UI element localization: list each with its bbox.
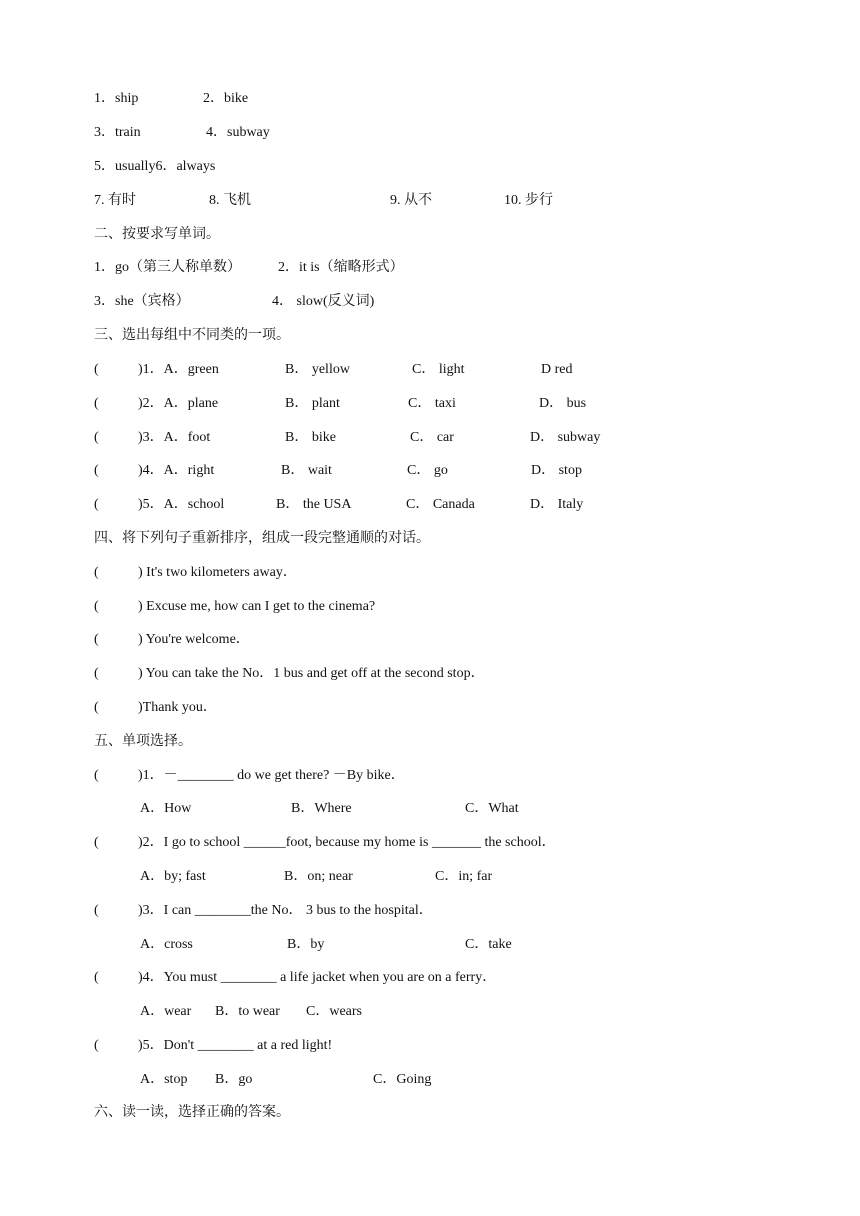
- vocab-item: 8. 飞机: [209, 193, 251, 208]
- odd-one-out-item: [0, 428, 860, 448]
- answer-paren: (: [94, 599, 99, 614]
- option-a: A．cross: [140, 937, 193, 952]
- section-heading: [0, 326, 860, 346]
- question-options: [0, 1002, 860, 1022]
- answer-paren: (: [94, 903, 99, 918]
- question: [0, 833, 860, 853]
- option-d: D． bus: [539, 396, 587, 411]
- item-number-option-a: )2．A．plane: [138, 396, 219, 411]
- vocab-row: [0, 191, 860, 211]
- option-d: D． stop: [531, 463, 582, 478]
- question: [0, 968, 860, 988]
- item-number-option-a: )1．A．green: [138, 362, 219, 377]
- dialogue-sentence: ) Excuse me, how can I get to the cinema?: [138, 599, 376, 614]
- vocab-item: 3．train: [94, 125, 141, 140]
- word-task: 3．she（宾格）: [94, 294, 190, 309]
- vocab-item: 7. 有时: [94, 193, 136, 208]
- section-4-heading: 四、将下列句子重新排序，组成一段完整通顺的对话。: [94, 531, 430, 546]
- vocab-item: 10. 步行: [504, 193, 553, 208]
- option-b: B． yellow: [285, 362, 350, 377]
- dialogue-sentence: ) It's two kilometers away．: [138, 565, 297, 580]
- answer-paren: (: [94, 835, 99, 850]
- question: [0, 901, 860, 921]
- section-6-heading: 六、读一读，选择正确的答案。: [94, 1105, 290, 1120]
- option-c: C． taxi: [408, 396, 456, 411]
- dialogue-sentence: ) You can take the No．1 bus and get off at the second stop．: [138, 666, 485, 681]
- option-c: C．What: [465, 801, 519, 816]
- section-heading: [0, 225, 860, 245]
- item-number-option-a: )5．A．school: [138, 497, 225, 512]
- option-b: B．on; near: [284, 869, 353, 884]
- odd-one-out-item: [0, 394, 860, 414]
- option-b: B．to wear: [215, 1004, 280, 1019]
- option-a: A．stop: [140, 1072, 188, 1087]
- option-b: B． bike: [285, 430, 336, 445]
- question-text: )2．I go to school ______foot, because my home is _______ the school．: [138, 835, 556, 850]
- question-options: [0, 935, 860, 955]
- answer-paren: (: [94, 970, 99, 985]
- vocab-item: 4．subway: [206, 125, 270, 140]
- odd-one-out-item: [0, 360, 860, 380]
- question-text: )3．I can ________the No． 3 bus to the hospital．: [138, 903, 433, 918]
- dialogue-line: [0, 597, 860, 617]
- question-options: [0, 1070, 860, 1090]
- dialogue-line: [0, 698, 860, 718]
- item-number-option-a: )4．A．right: [138, 463, 215, 478]
- section-3-heading: 三、选出每组中不同类的一项。: [94, 328, 290, 343]
- dialogue-sentence: ) You're welcome．: [138, 632, 250, 647]
- vocab-row: [0, 157, 860, 177]
- dialogue-line: [0, 630, 860, 650]
- option-a: A．How: [140, 801, 192, 816]
- option-a: A．by; fast: [140, 869, 206, 884]
- word-task-row: [0, 292, 860, 312]
- option-d: D． subway: [530, 430, 601, 445]
- question-options: [0, 867, 860, 887]
- answer-paren: (: [94, 497, 99, 512]
- option-c: C． go: [407, 463, 448, 478]
- option-c: C．take: [465, 937, 512, 952]
- vocab-item: 9. 从不: [390, 193, 432, 208]
- option-b: B．by: [287, 937, 325, 952]
- option-b: B．go: [215, 1072, 253, 1087]
- question-text: )4．You must ________ a life jacket when you are on a ferry．: [138, 970, 497, 985]
- odd-one-out-item: [0, 461, 860, 481]
- option-c: C．wears: [306, 1004, 362, 1019]
- answer-paren: (: [94, 396, 99, 411]
- odd-one-out-item: [0, 495, 860, 515]
- vocab-item: 2．bike: [203, 91, 249, 106]
- item-number-option-a: )3．A．foot: [138, 430, 211, 445]
- answer-paren: (: [94, 700, 99, 715]
- option-d: D． Italy: [530, 497, 584, 512]
- vocab-row: [0, 89, 860, 109]
- answer-paren: (: [94, 362, 99, 377]
- vocab-row: [0, 123, 860, 143]
- word-task: 1．go（第三人称单数）: [94, 260, 241, 275]
- dialogue-line: [0, 563, 860, 583]
- word-task: 4． slow(反义词): [272, 294, 375, 309]
- answer-paren: (: [94, 565, 99, 580]
- option-c: C． car: [410, 430, 454, 445]
- option-b: B． the USA: [276, 497, 352, 512]
- question: [0, 1036, 860, 1056]
- option-b: B．Where: [291, 801, 352, 816]
- option-c: C． light: [412, 362, 465, 377]
- section-5-heading: 五、单项选择。: [94, 734, 192, 749]
- section-heading: [0, 529, 860, 549]
- answer-paren: (: [94, 632, 99, 647]
- dialogue-sentence: )Thank you．: [138, 700, 217, 715]
- vocab-item: 5．usually6．always: [94, 159, 216, 174]
- word-task-row: [0, 258, 860, 278]
- section-heading: [0, 1103, 860, 1123]
- answer-paren: (: [94, 1038, 99, 1053]
- answer-paren: (: [94, 666, 99, 681]
- answer-paren: (: [94, 768, 99, 783]
- section-heading: [0, 732, 860, 752]
- word-task: 2．it is（缩略形式）: [278, 260, 404, 275]
- answer-paren: (: [94, 430, 99, 445]
- option-c: C．in; far: [435, 869, 493, 884]
- section-2-heading: 二、按要求写单词。: [94, 227, 220, 242]
- question-options: [0, 799, 860, 819]
- option-c: C．Going: [373, 1072, 432, 1087]
- question-text: )1．－________ do we get there? －By bike．: [138, 768, 405, 783]
- option-b: B． plant: [285, 396, 340, 411]
- answer-paren: (: [94, 463, 99, 478]
- option-a: A．wear: [140, 1004, 192, 1019]
- option-d: D red: [541, 362, 573, 377]
- option-c: C． Canada: [406, 497, 475, 512]
- vocab-item: 1．ship: [94, 91, 139, 106]
- question: [0, 766, 860, 786]
- question-text: )5．Don't ________ at a red light!: [138, 1038, 333, 1053]
- dialogue-line: [0, 664, 860, 684]
- option-b: B． wait: [281, 463, 332, 478]
